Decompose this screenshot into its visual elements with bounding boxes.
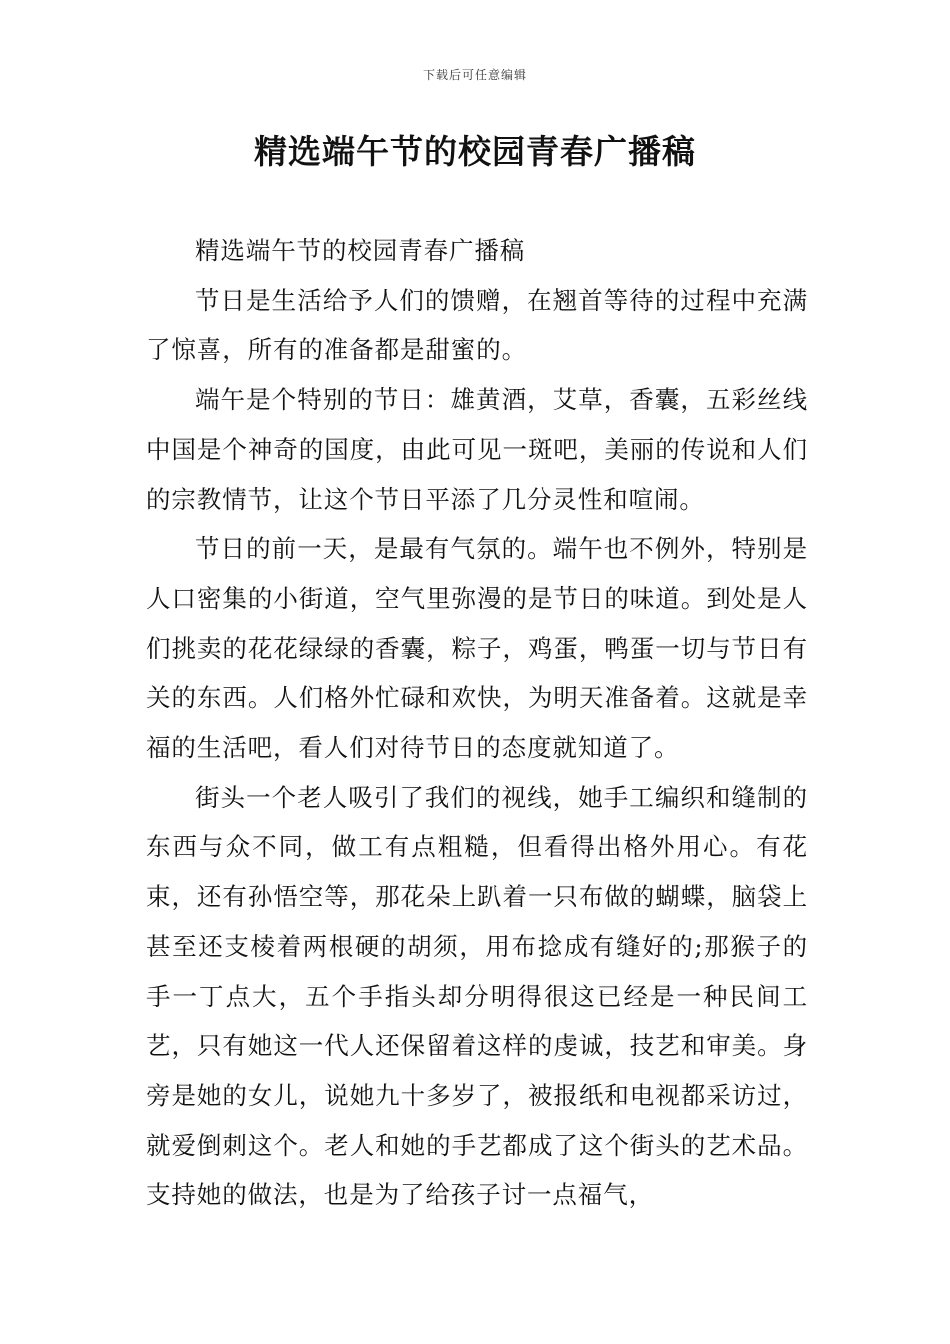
paragraph: 街头一个老人吸引了我们的视线，她手工编织和缝制的东西与众不同，做工有点粗糙，但看得出格外用心。有花束，还有孙悟空等，那花朵上趴着一只布做的蝴蝶，脑袋上甚至还支棱着两根硬的胡须，用布捻成有缝好的;那猴子的手一丁点大，五个手指头却分明得很这已经是一种民间工艺，只有她这一代人还保留着这样的虔诚，技艺和审美。身旁是她的女儿，说她九十多岁了，被报纸和电视都采访过，就爱倒刺这个。老人和她的手艺都成了这个街头的艺术品。支持她的做法，也是为了给孩子讨一点福气， — [146, 782, 808, 1210]
paragraph: 节日是生活给予人们的馈赠，在翘首等待的过程中充满了惊喜，所有的准备都是甜蜜的。 — [146, 285, 808, 365]
paragraph-subtitle: 精选端午节的校园青春广播稿 — [195, 236, 526, 265]
paragraph: 节日的前一天，是最有气氛的。端午也不例外，特别是人口密集的小街道，空气里弥漫的是节日的味道。到处是人们挑卖的花花绿绿的香囊，粽子，鸡蛋，鸭蛋一切与节日有关的东西。人们格外忙碌和欢快，为明天准备着。这就是幸福的生活吧，看人们对待节日的态度就知道了。 — [146, 534, 808, 763]
document-body — [146, 226, 808, 1220]
document-title: 精选端午节的校园青春广播稿 — [254, 132, 696, 171]
paragraph: 端午是个特别的节日：雄黄酒，艾草，香囊，五彩丝线中国是个神奇的国度，由此可见一斑吧，美丽的传说和人们的宗教情节，让这个节日平添了几分灵性和喧闹。 — [146, 385, 808, 514]
header-note: 下载后可任意编辑 — [422, 68, 527, 82]
